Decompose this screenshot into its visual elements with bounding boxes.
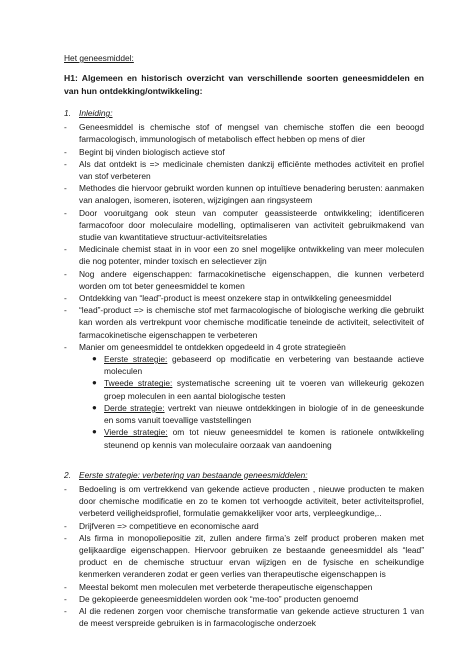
section-number: 1.: [64, 108, 71, 119]
section-label: Inleiding:: [79, 108, 113, 119]
list-item: - De gekopieerde geneesmiddelen worden ook “me-too” producten genoemd: [64, 593, 359, 604]
list-item: - Drijfveren => competitieve en economische aard: [64, 520, 259, 531]
section-heading-2: [64, 469, 424, 481]
list-item: - “lead”-product => is chemische stof met farmacologische of biologische werking die gebruikt kan worden als vertrekpunt voor chemische modificatie teneinde de activiteit, selectiviteit of farmacokinetische eigenschappen te verbeteren: [64, 305, 424, 340]
strategy-item: ● Derde strategie: vertrekt van nieuwe ontdekkingen in biologie of in de geneeskunde en soms vanuit toevallige vaststellingen: [92, 402, 424, 426]
list-item: - Meestal bekomt men moleculen met verbeterde therapeutische eigenschappen: [64, 581, 373, 592]
list-item: - Methodes die hiervoor gebruikt worden kunnen op intuïtieve benadering berusten: aanmaken van analogen, isomeren, isoteren, wijzigingen aan ringsysteem: [64, 183, 424, 206]
strategy-item: ● Tweede strategie: systematische screening uit te voeren van willekeurig gekozen groep moleculen in een aantal biologische testen: [92, 378, 424, 401]
list-item: - Ontdekking van “lead”-product is meest onzekere stap in ontwikkeling geneesmiddel: [64, 293, 392, 304]
list-item: - Al die redenen zorgen voor chemische transformatie van gekende actieve structuren 1 van de meest verspreide gebruiken is in farmacologische onderzoek: [64, 605, 424, 629]
list-item: - Als firma in monopoliepositie zit, zullen andere firma’s zelf product proberen maken met gelijkaardige eigenschappen. Hiervoor gebruiken ze bestaande geneesmiddel als “lead” product en de chemische structuur ervan wijzigen en de fysische en scheikundige kenmerken veranderen zodat er geen verlies van therapeutische eigenschappen is: [64, 532, 424, 580]
list-item: - Bedoeling is om vertrekkend van gekende actieve producten , nieuwe producten te maken door chemische modificatie en zo te komen tot verhoogde activiteit, beter activiteitsprofiel, verbeterd veiligheidsprofiel, formulatie gemakkelijker voor arts, verpleegkundige,..: [64, 483, 424, 519]
chapter-heading: H1: Algemeen en historisch overzicht van verschillende soorten geneesmiddelen en van hun ontdekking/ontwikkeling:: [64, 73, 424, 96]
document-title: Het geneesmiddel:: [64, 53, 134, 63]
list-item: - Begint bij vinden biologisch actieve stof: [64, 146, 225, 157]
list-item: - Als dat ontdekt is => medicinale chemisten dankzij efficiënte methodes activiteit en profiel van stof verbeteren: [64, 158, 424, 182]
list-item: - Geneesmiddel is chemische stof of mengsel van chemische stoffen die een beoogd farmacologisch, immunologisch of metabolisch effect hebben op mens of dier: [64, 122, 424, 145]
strategy-item: ● Vierde strategie: om tot nieuw geneesmiddel te komen is rationele ontwikkeling steunend op kennis van moleculaire oorzaak van aandoening: [92, 427, 424, 450]
section-label: Eerste strategie: verbetering van bestaande geneesmiddelen:: [79, 469, 308, 480]
list-item: - Manier om geneesmiddel te ontdekken opgedeeld in 4 grote strategieën: [64, 341, 346, 352]
section-heading-1: [64, 107, 424, 119]
spacer: [64, 451, 424, 467]
list-item: - Nog andere eigenschappen: farmacokinetische eigenschappen, die kunnen verbeterd worden om tot beter geneesmiddel te komen: [64, 268, 424, 291]
list-item: - Door vooruitgang ook steun van computer geassisteerde ontwikkeling; identificeren farmacofoor door moleculaire modelling, optimaliseren van activiteit gebruikmakend van studie van kwantitatieve structuur-activiteitsrelaties: [64, 207, 424, 243]
strategy-item: ● Eerste strategie: gebaseerd op modificatie en verbetering van bestaande actieve moleculen: [92, 354, 424, 377]
section-number: 2.: [64, 469, 71, 480]
list-item: - Medicinale chemist staat in in voor een zo snel mogelijke ontwikkeling van meer moleculen die nog potenter, minder toxisch en selectiever zijn: [64, 244, 424, 267]
